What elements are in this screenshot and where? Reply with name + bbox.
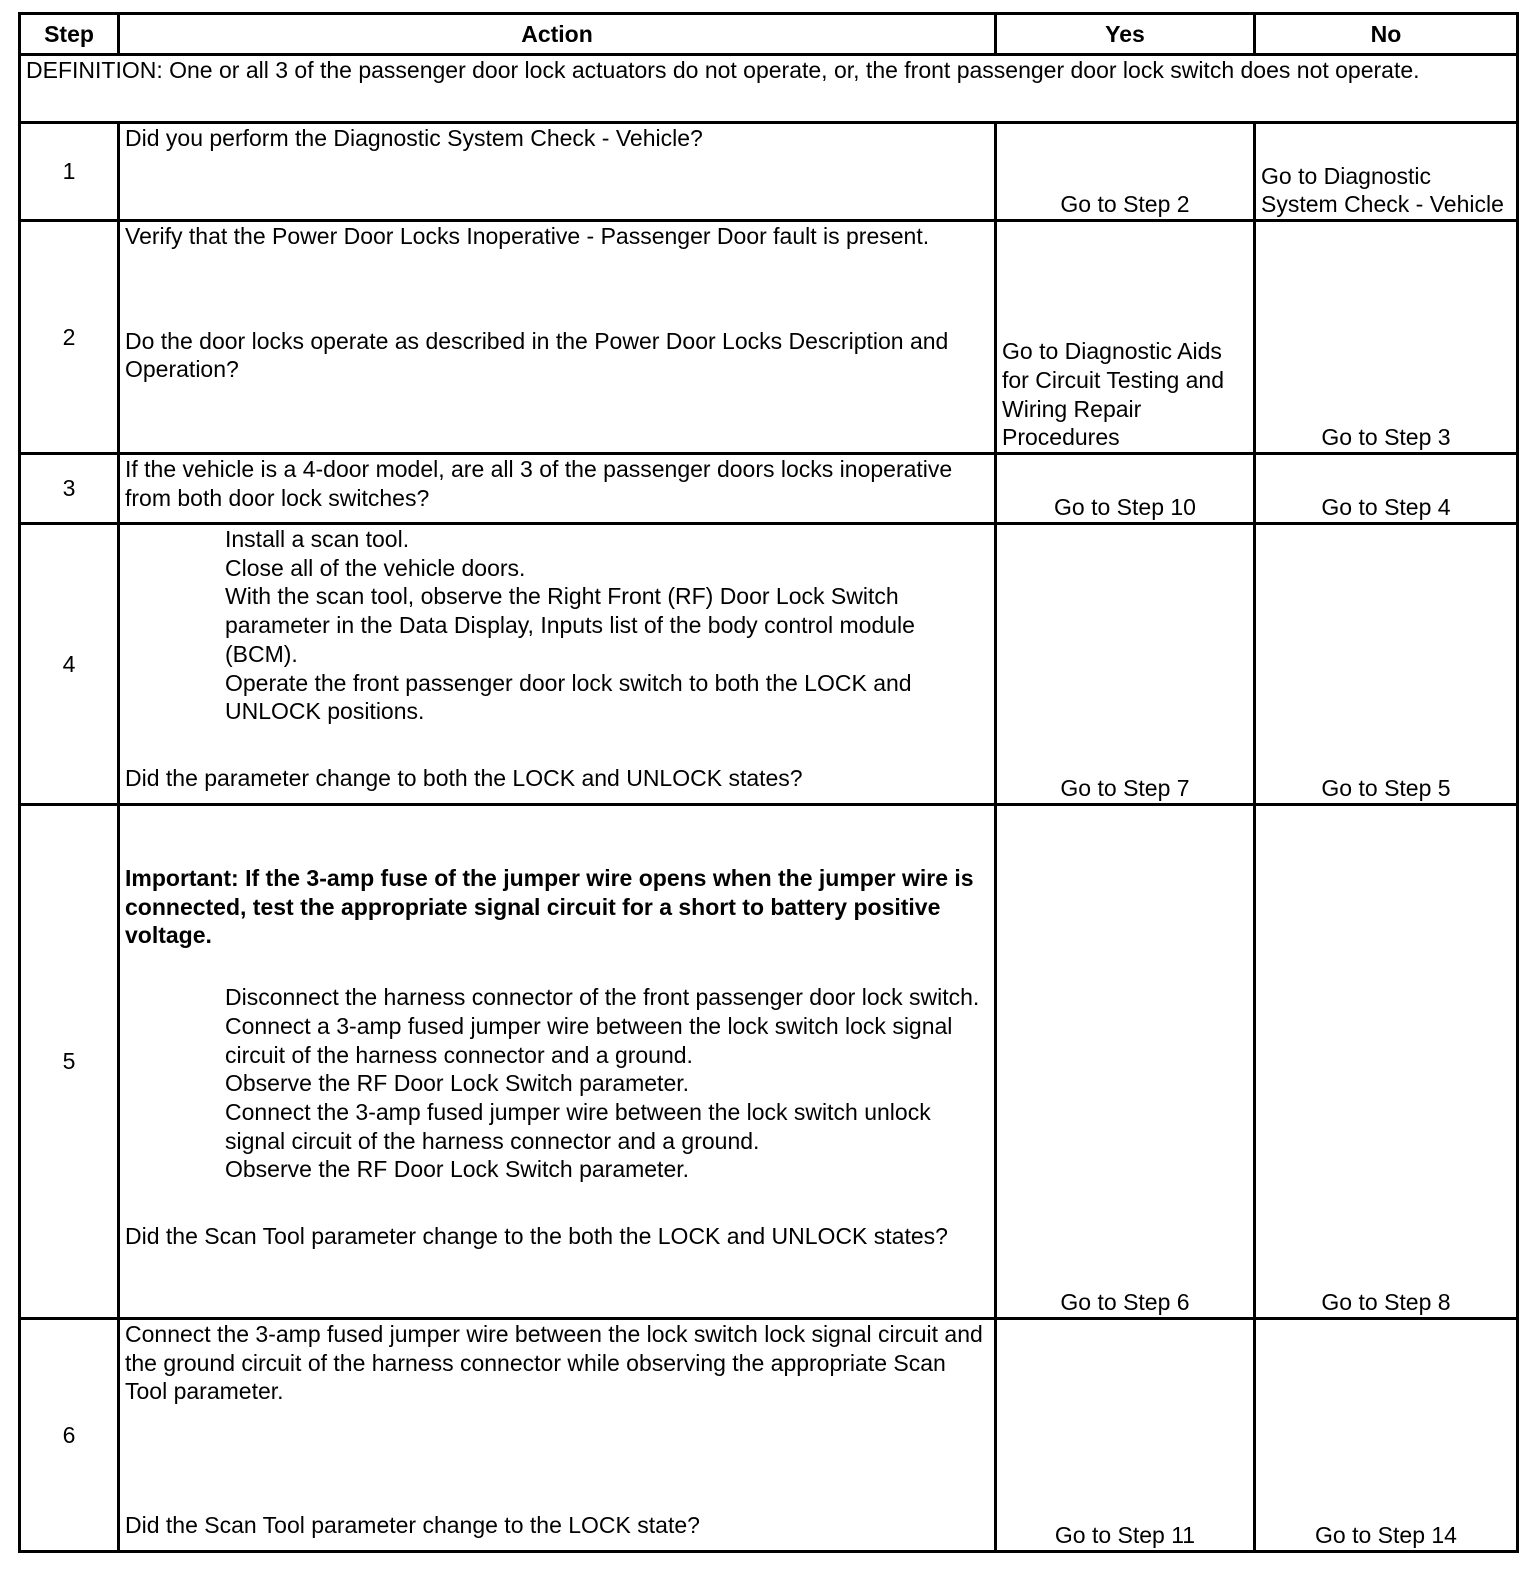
no-result: Go to Step 14 [1255, 1319, 1518, 1552]
important-note: Important: If the 3-amp fuse of the jumper wire opens when the jumper wire is connected, test the appropriate signal circuit for a short to battery positive voltage. [125, 865, 974, 949]
no-result: Go to Step 5 [1255, 524, 1518, 805]
header-action: Action [119, 14, 996, 55]
action-cell [119, 221, 996, 454]
action-question: Did the Scan Tool parameter change to the both the LOCK and UNLOCK states? [125, 1223, 948, 1250]
table-row [20, 805, 1518, 1319]
action-question: Did the Scan Tool parameter change to the LOCK state? [125, 1512, 700, 1539]
substep: With the scan tool, observe the Right Front (RF) Door Lock Switch parameter in the Data Display, Inputs list of the body control module (BCM). [225, 583, 915, 667]
substep: Connect a 3-amp fused jumper wire between the lock switch lock signal circuit of the harness connector and a ground. [225, 1012, 953, 1068]
yes-result: Go to Step 2 [996, 123, 1255, 221]
substep: Observe the RF Door Lock Switch parameter. [225, 1156, 690, 1183]
table-row [20, 454, 1518, 524]
step-number: 4 [20, 524, 119, 805]
yes-result: Go to Step 11 [996, 1319, 1255, 1552]
definition-row [20, 55, 1518, 123]
action-text: If the vehicle is a 4-door model, are all 3 of the passenger doors locks inoperative from both door lock switches? [119, 454, 996, 524]
action-text: Verify that the Power Door Locks Inoperative - Passenger Door fault is present. [125, 223, 930, 249]
header-no: No [1255, 14, 1518, 55]
table-row [20, 123, 1518, 221]
action-question: Did the parameter change to both the LOCK and UNLOCK states? [125, 764, 803, 791]
step-number: 5 [20, 805, 119, 1319]
header-step: Step [20, 14, 119, 55]
action-text: Did you perform the Diagnostic System Check - Vehicle? [119, 123, 996, 221]
yes-result: Go to Step 10 [996, 454, 1255, 524]
substep: Connect the 3-amp fused jumper wire between the lock switch unlock signal circuit of the harness connector and a ground. [225, 1098, 931, 1154]
action-cell [119, 805, 996, 1319]
step-number: 1 [20, 123, 119, 221]
no-result: Go to Step 3 [1255, 221, 1518, 454]
step-number: 6 [20, 1319, 119, 1552]
action-cell [119, 524, 996, 805]
step-number: 3 [20, 454, 119, 524]
table-row [20, 524, 1518, 805]
yes-result: Go to Step 7 [996, 524, 1255, 805]
table-row [20, 221, 1518, 454]
substep: Operate the front passenger door lock switch to both the LOCK and UNLOCK positions. [225, 669, 912, 725]
action-question: Do the door locks operate as described in the Power Door Locks Description and Operation? [125, 327, 949, 383]
action-text: Connect the 3-amp fused jumper wire between the lock switch lock signal circuit and the ground circuit of the harness connector while observing the appropriate Scan Tool parameter. [125, 1321, 983, 1405]
definition-text: DEFINITION: One or all 3 of the passenger door lock actuators do not operate, or, the front passenger door lock switch does not operate. [20, 55, 1518, 123]
no-result: Go to Step 8 [1255, 805, 1518, 1319]
action-cell [119, 1319, 996, 1552]
yes-result: Go to Diagnostic Aids for Circuit Testing and Wiring Repair Procedures [996, 221, 1255, 454]
substep: Close all of the vehicle doors. [225, 554, 526, 581]
substep: Observe the RF Door Lock Switch parameter. [225, 1070, 690, 1097]
header-row [20, 14, 1518, 55]
yes-result: Go to Step 6 [996, 805, 1255, 1319]
header-yes: Yes [996, 14, 1255, 55]
no-result: Go to Step 4 [1255, 454, 1518, 524]
substep: Disconnect the harness connector of the front passenger door lock switch. [225, 984, 980, 1011]
table-row [20, 1319, 1518, 1552]
no-result: Go to Diagnostic System Check - Vehicle [1255, 123, 1518, 221]
substep: Install a scan tool. [225, 526, 410, 552]
step-number: 2 [20, 221, 119, 454]
diagnostic-table [18, 12, 1519, 1553]
